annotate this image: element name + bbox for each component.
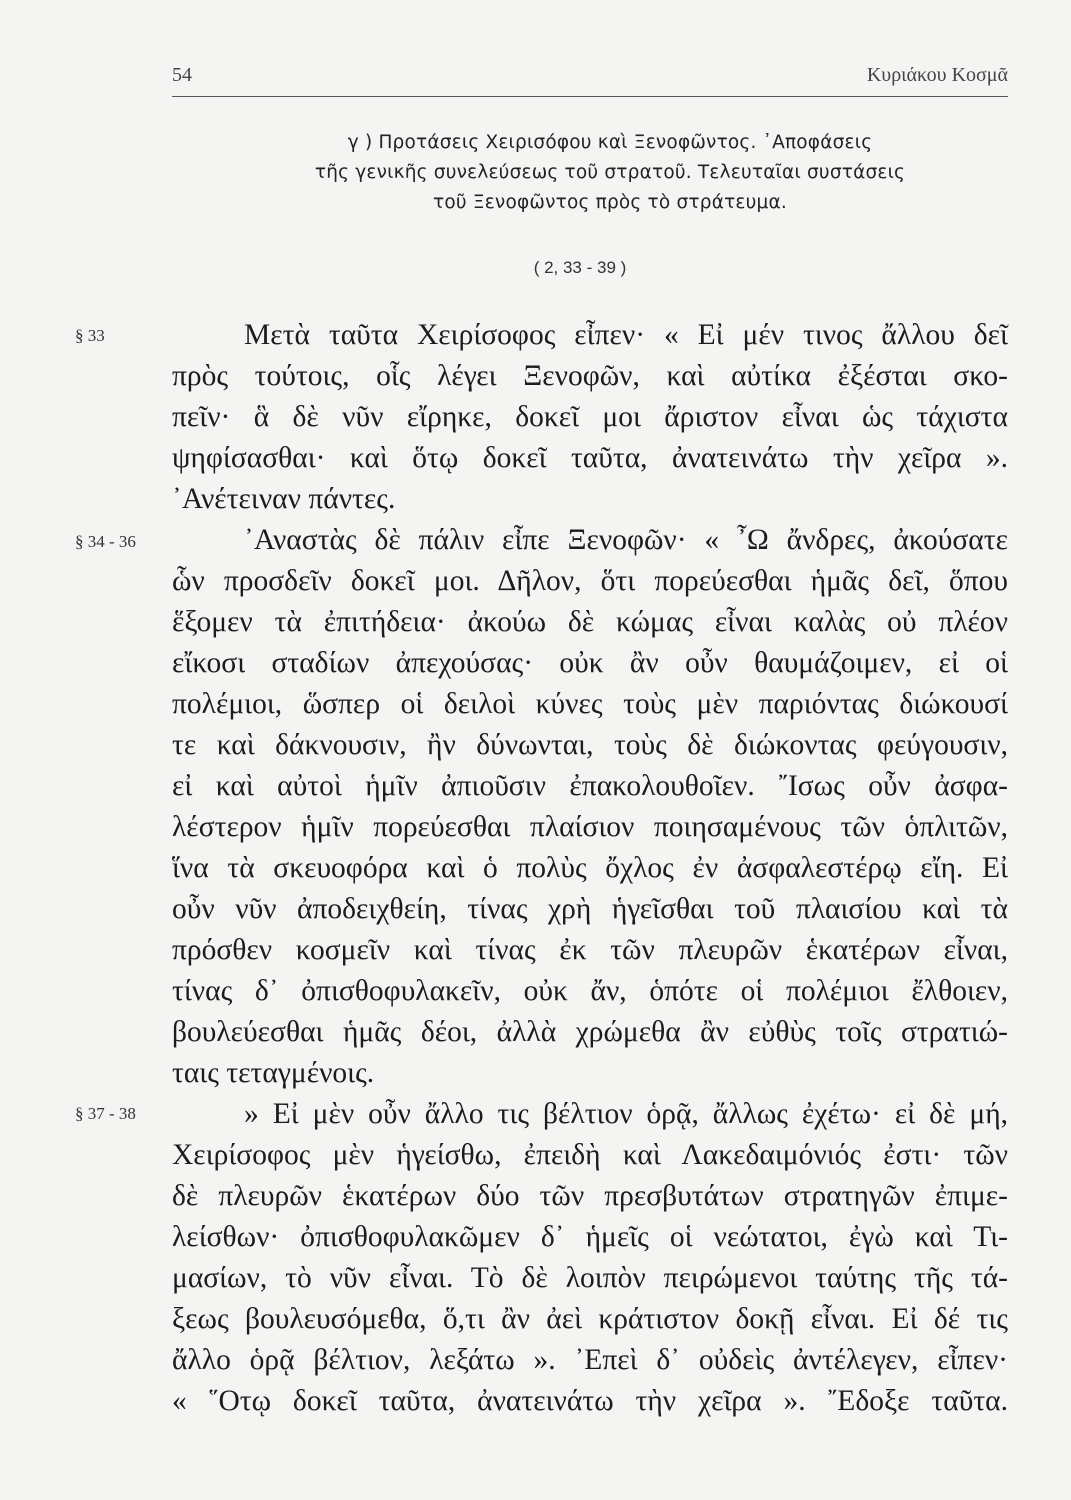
- page-number: 54: [172, 64, 192, 86]
- page-header: [172, 60, 1008, 97]
- text-line: ξεως βουλευσόμεθα, ὅ,τι ἂν ἀεὶ κράτιστον δοκῇ εἶναι. Εἰ δέ τις: [172, 1303, 1008, 1335]
- text-line: δὲ πλευρῶν ἑκατέρων δύο τῶν πρεσβυτάτων στρατηγῶν ἐπιμε-: [172, 1180, 1008, 1212]
- text-line: » Εἰ μὲν οὖν ἄλλο τις βέλτιον ὁρᾷ, ἄλλως ἐχέτω· εἰ δὲ μή,: [244, 1098, 1008, 1130]
- section-reference: ( 2, 33 - 39 ): [533, 258, 627, 277]
- text-line: τε καὶ δάκνουσιν, ἢν δύνωνται, τοὺς δὲ διώκοντας φεύγουσιν,: [172, 729, 1008, 761]
- running-head: Κυριάκου Κοσμᾶ: [866, 64, 1008, 86]
- text-line: βουλεύεσθαι ἡμᾶς δέοι, ἀλλὰ χρώμεθα ἂν εὐθὺς τοῖς στρατιώ-: [172, 1016, 1008, 1048]
- text-line: ἕξομεν τὰ ἐπιτήδεια· ἀκούω δὲ κώμας εἶναι καλὰς οὐ πλέον: [172, 606, 1008, 638]
- text-line: Μετὰ ταῦτα Χειρίσοφος εἶπεν· « Εἰ μέν τινος ἄλλου δεῖ: [244, 319, 1008, 351]
- heading-line: τοῦ Ξενοφῶντος πρὸς τὸ στράτευμα.: [433, 192, 787, 213]
- text-line: ταις τεταγμένοις.: [172, 1057, 375, 1089]
- text-line: πρὸς τούτοις, οἷς λέγει Ξενοφῶν, καὶ αὐτίκα ἐξέσται σκο-: [172, 360, 1008, 392]
- text-line: πρόσθεν κοσμεῖν καὶ τίνας ἐκ τῶν πλευρῶν ἑκατέρων εἶναι,: [172, 934, 1008, 966]
- paragraph-marker: § 33: [75, 326, 105, 345]
- heading-line: γ ) Προτάσεις Χειρισόφου καὶ Ξενοφῶντος. ᾿Αποφάσεις: [347, 132, 873, 153]
- text-line: οὖν νῦν ἀποδειχθείη, τίνας χρὴ ἡγεῖσθαι τοῦ πλαισίου καὶ τὰ: [172, 893, 1008, 925]
- text-line: ψηφίσασθαι· καὶ ὅτῳ δοκεῖ ταῦτα, ἀνατεινάτω τὴν χεῖρα ».: [172, 442, 1008, 474]
- text-line: μασίων, τὸ νῦν εἶναι. Τὸ δὲ λοιπὸν πειρώμενοι ταύτης τῆς τά-: [172, 1262, 1008, 1294]
- text-line: εἰ καὶ αὐτοὶ ἡμῖν ἀπιοῦσιν ἐπακολουθοῖεν. ῎Ισως οὖν ἀσφα-: [172, 770, 1008, 802]
- paragraph-marker: § 34 - 36: [75, 532, 136, 551]
- paragraph-marker: § 37 - 38: [75, 1104, 136, 1123]
- text-line: πεῖν· ἃ δὲ νῦν εἴρηκε, δοκεῖ μοι ἄριστον εἶναι ὡς τάχιστα: [172, 401, 1008, 433]
- section-heading: [180, 128, 1040, 218]
- text-line: πολέμιοι, ὥσπερ οἱ δειλοὶ κύνες τοὺς μὲν παριόντας διώκουσί: [172, 688, 1008, 720]
- text-line: εἴκοσι σταδίων ἀπεχούσας· οὐκ ἂν οὖν θαυμάζοιμεν, εἰ οἱ: [172, 647, 1008, 679]
- text-line: ὧν προσδεῖν δοκεῖ μοι. Δῆλον, ὅτι πορεύεσθαι ἡμᾶς δεῖ, ὅπου: [172, 565, 1008, 597]
- text-line: λέστερον ἡμῖν πορεύεσθαι πλαίσιον ποιησαμένους τῶν ὁπλιτῶν,: [172, 811, 1008, 843]
- heading-line: τῆς γενικῆς συνελεύσεως τοῦ στρατοῦ. Τελευταῖαι συστάσεις: [314, 162, 906, 183]
- text-line: ἄλλο ὁρᾷ βέλτιον, λεξάτω ». ᾿Επεὶ δ᾽ οὐδεὶς ἀντέλεγεν, εἶπεν·: [172, 1344, 1008, 1376]
- text-line: Χειρίσοφος μὲν ἡγείσθω, ἐπειδὴ καὶ Λακεδαιμόνιός ἐστι· τῶν: [172, 1139, 1008, 1171]
- text-line: τίνας δ᾽ ὀπισθοφυλακεῖν, οὐκ ἄν, ὁπότε οἱ πολέμιοι ἔλθοιεν,: [172, 975, 1008, 1007]
- text-line: λείσθων· ὀπισθοφυλακῶμεν δ᾽ ἡμεῖς οἱ νεώτατοι, ἐγὼ καὶ Τι-: [172, 1221, 1008, 1253]
- text-line: ᾿Ανέτειναν πάντες.: [172, 483, 396, 515]
- text-line: ᾿Αναστὰς δὲ πάλιν εἶπε Ξενοφῶν· « ῏Ω ἄνδρες, ἀκούσατε: [244, 524, 1008, 556]
- text-line: ἵνα τὰ σκευοφόρα καὶ ὁ πολὺς ὄχλος ἐν ἀσφαλεστέρῳ εἴη. Εἰ: [172, 852, 1008, 884]
- text-line: « ῞Οτῳ δοκεῖ ταῦτα, ἀνατεινάτω τὴν χεῖρα ». ῎Εδοξε ταῦτα.: [172, 1385, 1008, 1417]
